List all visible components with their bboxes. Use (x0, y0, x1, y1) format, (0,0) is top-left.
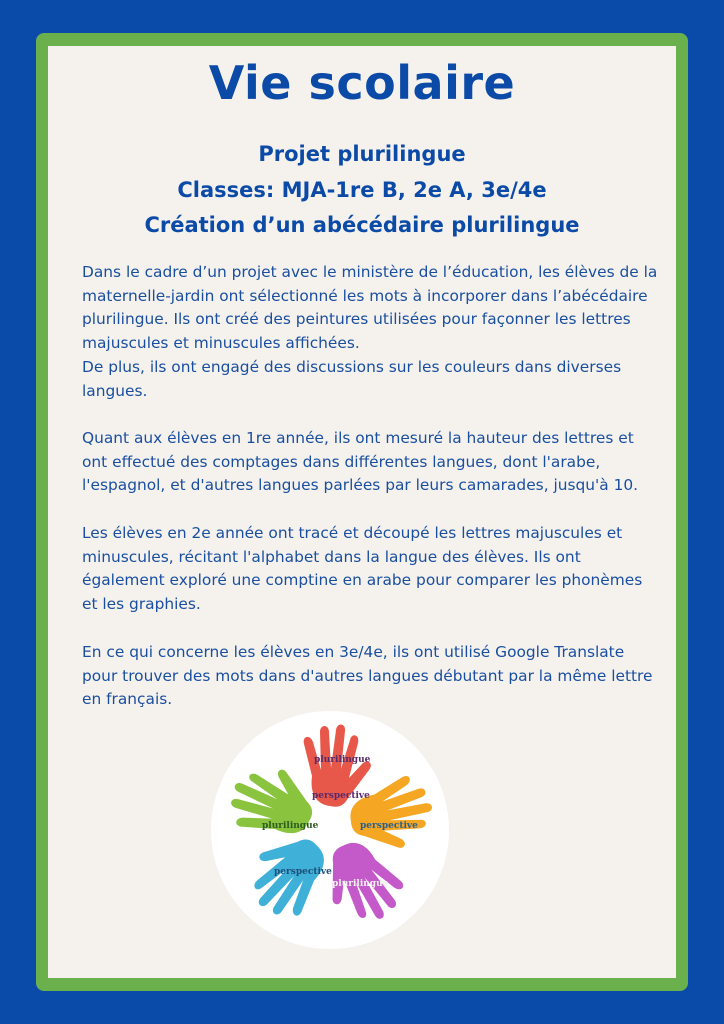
page-title: Vie scolaire (208, 56, 516, 110)
paragraph-grade2: Les élèves en 2e année ont tracé et découpé les lettres majuscules et minuscules, récitant l'alphabet dans la langue des élèves. Ils ont également exploré une comptine en arabe pour comparer les phonèmes et les graphies. (82, 524, 643, 613)
word-label: perspective (312, 791, 370, 801)
word-label: plurilingue (262, 821, 319, 831)
project-subtitle: Création d’un abécédaire plurilingue (144, 213, 580, 237)
plurilingual-hands-image (210, 710, 450, 950)
word-label: plurilingue (314, 755, 371, 765)
paragraph-colours: De plus, ils ont engagé des discussions sur les couleurs dans diverses langues. (82, 358, 622, 400)
classes-line: Classes: MJA-1re B, 2e A, 3e/4e (177, 178, 547, 202)
project-title: Projet plurilingue (258, 142, 466, 166)
paragraph-grade1: Quant aux élèves en 1re année, ils ont mesuré la hauteur des lettres et ont effectué des comptages dans différentes langues, dont l'arabe, l'espagnol, et d'autres langues parlées par leurs camarades, jusqu'à 10. (82, 429, 639, 494)
word-label: perspective (274, 867, 332, 877)
word-label: perspective (360, 821, 418, 831)
paragraph-kindergarten: Dans le cadre d’un projet avec le ministère de l’éducation, les élèves de la maternelle-jardin ont sélectionné les mots à incorporer dans l’abécédaire plurilingue. Ils ont créé des peintures utilisées pour façonner les lettres majuscules et minuscules affichées. (82, 263, 658, 352)
paragraph-grade34: En ce qui concerne les élèves en 3e/4e, ils ont utilisé Google Translate pour trouver des mots dans d'autres langues débutant par la même lettre en français. (82, 643, 653, 708)
word-label: plurilingue (332, 879, 389, 889)
